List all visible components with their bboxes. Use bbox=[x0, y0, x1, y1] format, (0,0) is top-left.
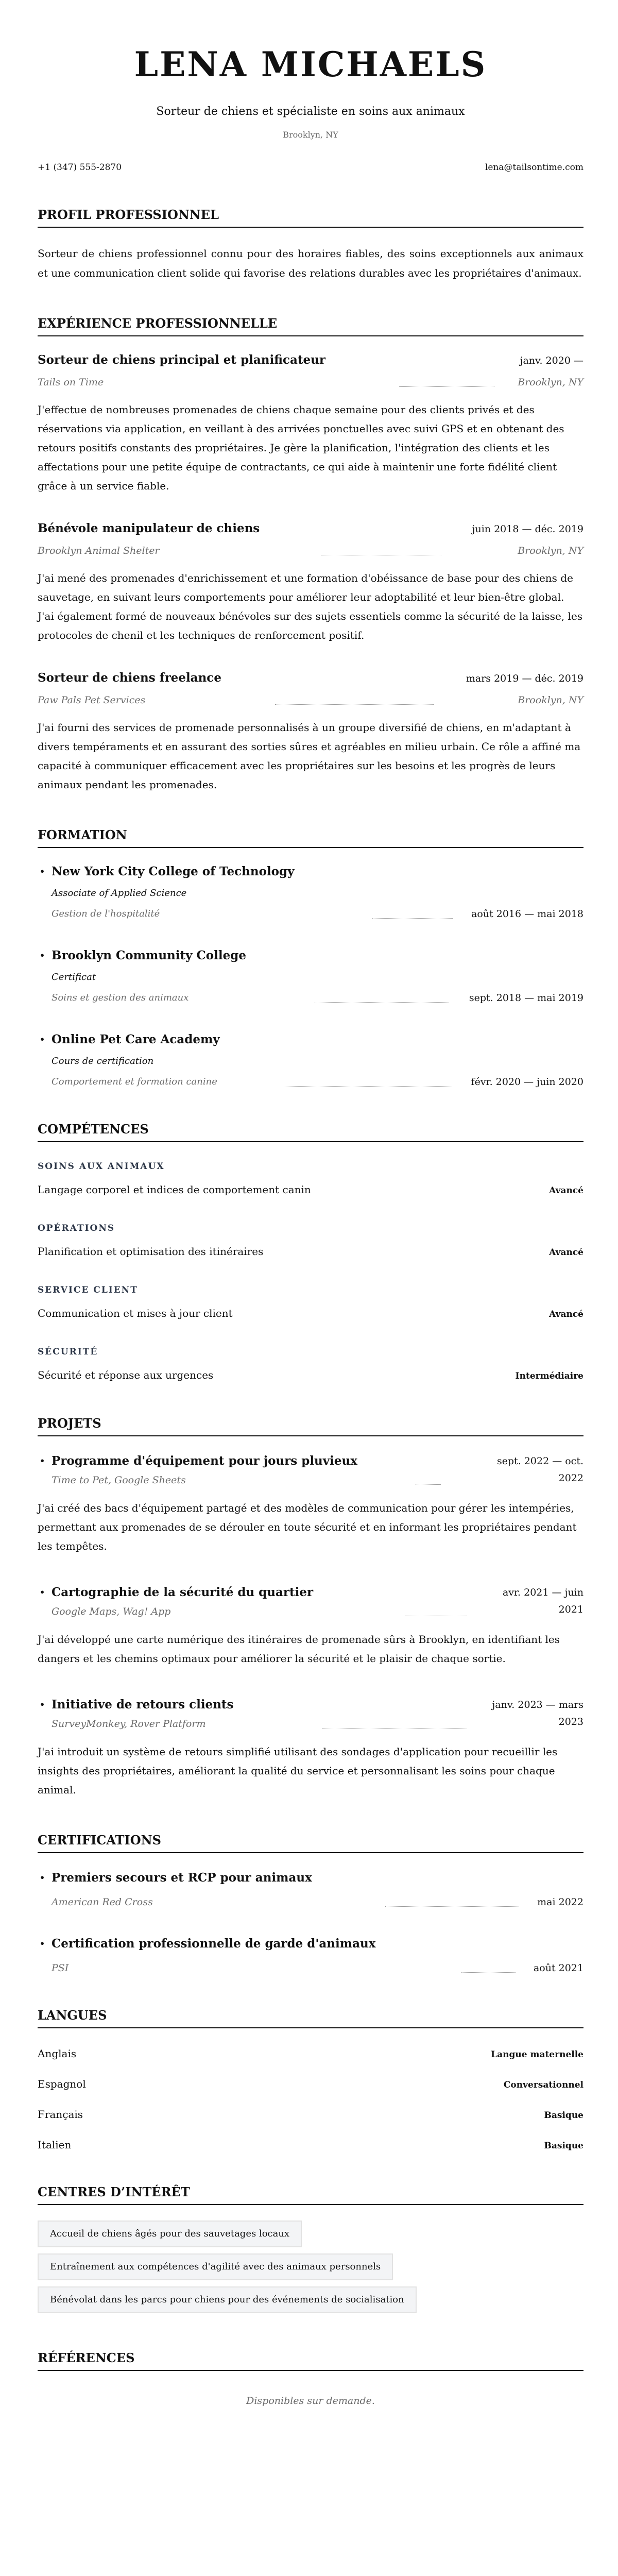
section-heading: LANGUES bbox=[38, 2008, 583, 2028]
language-name: Français bbox=[38, 2108, 83, 2121]
experience-section bbox=[38, 316, 583, 794]
language-item bbox=[38, 2107, 583, 2123]
project-tech: Google Maps, Wag! App bbox=[52, 1606, 171, 1617]
project-dates: avr. 2021 — juin 2021 bbox=[502, 1587, 583, 1615]
job-location: Brooklyn, NY bbox=[518, 545, 583, 556]
skill-category: SÉCURITÉ bbox=[38, 1347, 98, 1357]
project-description: J'ai développé une carte numérique des itinéraires de promenade sûrs à Brooklyn, en identifiant les dangers et les chemins optimaux pour améliorer la sécurité et le plaisir de chaque sortie. bbox=[38, 1633, 560, 1665]
education-dates: sept. 2018 — mai 2019 bbox=[469, 992, 583, 1004]
project-item bbox=[38, 1450, 583, 1556]
interest-tag: Accueil de chiens âgés pour des sauvetages locaux bbox=[38, 2221, 302, 2247]
section-heading: EXPÉRIENCE PROFESSIONNELLE bbox=[38, 316, 583, 336]
job-title: Sorteur de chiens principal et planificateur bbox=[38, 353, 325, 367]
dotted-leader bbox=[385, 1906, 519, 1907]
skill-name: Sécurité et réponse aux urgences bbox=[38, 1369, 214, 1381]
candidate-title: Sorteur de chiens et spécialiste en soins aux animaux bbox=[156, 105, 465, 118]
skill-group bbox=[38, 1161, 583, 1197]
degree: Associate of Applied Science bbox=[52, 888, 187, 899]
dotted-leader bbox=[405, 1615, 467, 1616]
project-title: Cartographie de la sécurité du quartier bbox=[52, 1585, 314, 1599]
section-heading: COMPÉTENCES bbox=[38, 1122, 583, 1142]
project-tech: SurveyMonkey, Rover Platform bbox=[52, 1718, 206, 1730]
language-name: Italien bbox=[38, 2139, 72, 2151]
certification-issuer: PSI bbox=[52, 1962, 69, 1974]
certifications-section bbox=[38, 1833, 583, 1975]
section-heading: CENTRES D’INTÉRÊT bbox=[38, 2184, 583, 2205]
language-level: Conversationnel bbox=[503, 2080, 583, 2090]
skill-level: Avancé bbox=[549, 1247, 583, 1258]
degree: Cours de certification bbox=[52, 1056, 154, 1066]
bullet-icon: • bbox=[40, 951, 45, 960]
bullet-icon: • bbox=[40, 867, 45, 876]
projects-section bbox=[38, 1416, 583, 1800]
experience-item bbox=[38, 521, 583, 645]
language-level: Langue maternelle bbox=[491, 2049, 583, 2060]
skill-name: Communication et mises à jour client bbox=[38, 1307, 233, 1319]
skill-group bbox=[38, 1223, 583, 1259]
skill-level: Intermédiaire bbox=[515, 1371, 583, 1381]
field-of-study: Comportement et formation canine bbox=[52, 1076, 217, 1087]
certification-date: mai 2022 bbox=[537, 1896, 583, 1908]
skill-category: SERVICE CLIENT bbox=[38, 1285, 138, 1295]
job-description: J'ai mené des promenades d'enrichissement et une formation d'obéissance de base pour des chiens de sauvetage, en suivant leurs comportements pour améliorer leur adoptabilité et leur bien-être global. J'ai également formé de nouveaux bénévoles sur des sujets essentiels comme la sécurité de la laisse, les protocoles de chenil et les techniques de renforcement positif. bbox=[38, 572, 583, 641]
interest-tag: Bénévolat dans les parcs pour chiens pour des événements de socialisation bbox=[38, 2286, 417, 2313]
project-dates: janv. 2023 — mars 2023 bbox=[492, 1699, 583, 1727]
project-title: Initiative de retours clients bbox=[52, 1698, 234, 1711]
field-of-study: Gestion de l'hospitalité bbox=[52, 908, 160, 919]
job-description: J'ai fourni des services de promenade personnalisés à un groupe diversifié de chiens, en m'adaptant à divers tempéraments et en assurant des sorties sûres et agréables en milieu urbain. Ce rôle a affiné ma capacité à communiquer efficacement avec les propriétaires sur les besoins et les progrès de leurs animaux pendant les promenades. bbox=[38, 721, 581, 791]
dotted-leader bbox=[321, 554, 441, 555]
education-item bbox=[38, 948, 583, 1005]
education-section bbox=[38, 827, 583, 1089]
dotted-leader bbox=[416, 1484, 441, 1485]
dotted-leader bbox=[399, 386, 494, 387]
dotted-leader bbox=[275, 704, 434, 705]
skill-category: OPÉRATIONS bbox=[38, 1223, 115, 1233]
interests-section bbox=[38, 2184, 583, 2313]
profile-section bbox=[38, 207, 583, 283]
field-of-study: Soins et gestion des animaux bbox=[52, 992, 189, 1003]
skill-level: Avancé bbox=[549, 1309, 583, 1319]
company-name: Brooklyn Animal Shelter bbox=[38, 545, 160, 556]
interest-tags bbox=[38, 2221, 583, 2313]
dotted-leader bbox=[322, 1727, 467, 1728]
section-heading: PROFIL PROFESSIONNEL bbox=[38, 207, 583, 228]
references-section bbox=[38, 2350, 583, 2408]
certification-name: Certification professionnelle de garde d'animaux bbox=[52, 1937, 376, 1951]
language-item bbox=[38, 2137, 583, 2154]
bullet-icon: • bbox=[40, 1587, 45, 1597]
job-title: Sorteur de chiens freelance bbox=[38, 671, 221, 685]
education-dates: févr. 2020 — juin 2020 bbox=[471, 1076, 583, 1088]
skill-name: Langage corporel et indices de comportement canin bbox=[38, 1183, 311, 1196]
language-level: Basique bbox=[544, 2110, 583, 2121]
bullet-icon: • bbox=[40, 1456, 45, 1466]
job-location: Brooklyn, NY bbox=[518, 694, 583, 706]
job-title: Bénévole manipulateur de chiens bbox=[38, 521, 260, 535]
interest-tag: Entraînement aux compétences d'agilité avec des animaux personnels bbox=[38, 2253, 393, 2280]
skill-group bbox=[38, 1346, 583, 1383]
email-address: lena@tailsontime.com bbox=[485, 162, 583, 173]
company-name: Paw Pals Pet Services bbox=[38, 694, 146, 706]
certification-item bbox=[38, 1933, 583, 1975]
dotted-leader bbox=[284, 1086, 452, 1087]
bullet-icon: • bbox=[40, 1700, 45, 1709]
dotted-leader bbox=[315, 1002, 449, 1003]
education-item bbox=[38, 864, 583, 921]
profile-summary: Sorteur de chiens professionnel connu pour des horaires fiables, des soins exceptionnels aux animaux et une communication client solide qui favorise des relations durables avec les propriétaires d'animaux. bbox=[38, 247, 583, 279]
skill-category: SOINS AUX ANIMAUX bbox=[38, 1161, 165, 1172]
candidate-name: LENA MICHAELS bbox=[134, 44, 487, 84]
language-level: Basique bbox=[544, 2141, 583, 2151]
job-dates: janv. 2020 — bbox=[520, 355, 583, 366]
candidate-location: Brooklyn, NY bbox=[283, 130, 338, 140]
project-dates: sept. 2022 — oct. 2022 bbox=[496, 1455, 583, 1484]
skill-level: Avancé bbox=[549, 1185, 583, 1196]
dotted-leader bbox=[372, 918, 453, 919]
language-name: Anglais bbox=[38, 2047, 77, 2060]
job-description: J'effectue de nombreuses promenades de chiens chaque semaine pour des clients privés et des réservations via application, en veillant à des arrivées ponctuelles avec suivi GPS et en obtenant des retours positifs constants des propriétaires. Je gère la planification, l'intégration des clients et les affectations pour une petite équipe de contractants, ce qui aide à maintenir une forte fidélité client grâce à un service fiable. bbox=[38, 403, 564, 492]
certification-item bbox=[38, 1867, 583, 1909]
project-item bbox=[38, 1581, 583, 1668]
project-item bbox=[38, 1693, 583, 1800]
project-description: J'ai introduit un système de retours simplifié utilisant des sondages d'application pour recueillir les insights des propriétaires, améliorant la qualité du service et personnalisant les soins pour chaque animal. bbox=[38, 1745, 558, 1796]
references-note: Disponibles sur demande. bbox=[246, 2395, 375, 2406]
certification-issuer: American Red Cross bbox=[52, 1896, 153, 1908]
resume-header bbox=[38, 44, 583, 174]
section-heading: RÉFÉRENCES bbox=[38, 2350, 583, 2371]
job-dates: juin 2018 — déc. 2019 bbox=[472, 523, 583, 535]
section-heading: CERTIFICATIONS bbox=[38, 1833, 583, 1853]
contact-row bbox=[38, 161, 583, 174]
school-name: New York City College of Technology bbox=[52, 865, 295, 878]
certification-name: Premiers secours et RCP pour animaux bbox=[52, 1871, 312, 1885]
job-location: Brooklyn, NY bbox=[518, 377, 583, 388]
education-dates: août 2016 — mai 2018 bbox=[471, 908, 583, 920]
skill-name: Planification et optimisation des itinéraires bbox=[38, 1245, 264, 1258]
project-description: J'ai créé des bacs d'équipement partagé et des modèles de communication pour gérer les intempéries, permettant aux promenades de se dérouler en toute sécurité et en informant les propriétaires pendant les tempêtes. bbox=[38, 1502, 577, 1552]
job-dates: mars 2019 — déc. 2019 bbox=[466, 673, 583, 684]
section-heading: PROJETS bbox=[38, 1416, 583, 1436]
project-tech: Time to Pet, Google Sheets bbox=[52, 1475, 186, 1486]
languages-section bbox=[38, 2008, 583, 2154]
phone-number: +1 (347) 555-2870 bbox=[38, 162, 122, 173]
company-name: Tails on Time bbox=[38, 377, 104, 388]
skill-group bbox=[38, 1284, 583, 1321]
dotted-leader bbox=[461, 1972, 516, 1973]
degree: Certificat bbox=[52, 972, 96, 982]
project-title: Programme d'équipement pour jours pluvieux bbox=[52, 1454, 357, 1468]
bullet-icon: • bbox=[40, 1873, 45, 1883]
bullet-icon: • bbox=[40, 1035, 45, 1044]
experience-item bbox=[38, 670, 583, 794]
language-item bbox=[38, 2046, 583, 2062]
education-item bbox=[38, 1032, 583, 1089]
section-heading: FORMATION bbox=[38, 827, 583, 848]
school-name: Online Pet Care Academy bbox=[52, 1032, 220, 1046]
school-name: Brooklyn Community College bbox=[52, 948, 246, 962]
language-name: Espagnol bbox=[38, 2078, 86, 2090]
experience-item bbox=[38, 352, 583, 496]
language-item bbox=[38, 2076, 583, 2093]
bullet-icon: • bbox=[40, 1939, 45, 1948]
skills-section bbox=[38, 1122, 583, 1383]
certification-date: août 2021 bbox=[533, 1962, 583, 1974]
